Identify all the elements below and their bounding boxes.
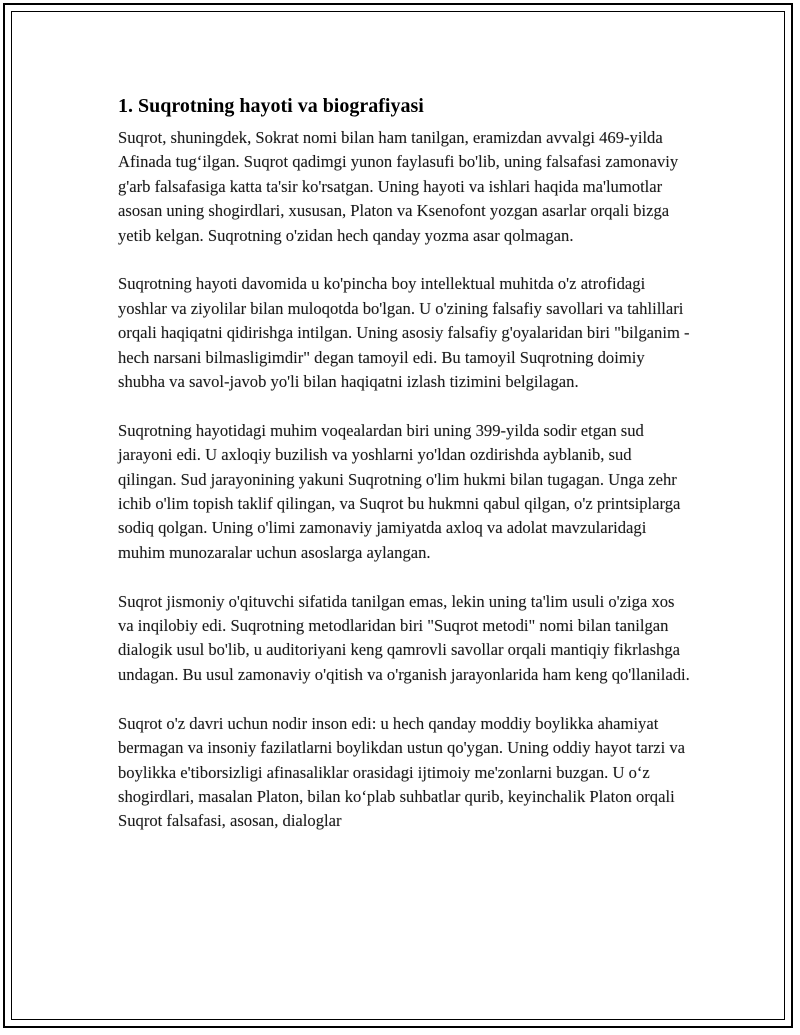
paragraph-4: Suqrot jismoniy o'qituvchi sifatida tanilgan emas, lekin uning ta'lim usuli o'ziga xos va inqilobiy edi. Suqrotning metodlaridan biri "Suqrot metodi" nomi bilan tanilgan dialogik usul bo'lib, u auditoriyani keng qamrovli savollar orqali mantiqiy fikrlashga undagan. Bu usul zamonaviy o'qitish va o'rganish jarayonlarida ham keng qo'llaniladi. bbox=[118, 591, 690, 684]
section-heading: 1. Suqrotning hayoti va biografiyasi bbox=[118, 95, 424, 117]
paragraph-2: Suqrotning hayoti davomida u ko'pincha boy intellektual muhitda o'z atrofidagi yoshlar va ziyolilar bilan muloqotda bo'lgan. U o'zining falsafiy savollari va tahlillari orqali haqiqatni qidirishga intilgan. Uning asosiy falsafiy g'oyalaridan biri "bilganim - hech narsani bilmasligimdir" degan tamoyil edi. Bu tamoyil Suqrotning doimiy shubha va savol-javob yo'li bilan haqiqatni izlash tizimini belgilagan. bbox=[118, 274, 690, 392]
paragraph-3: Suqrotning hayotidagi muhim voqealardan biri uning 399-yilda sodir etgan sud jarayoni edi. U axloqiy buzilish va yoshlarni yo'ldan ozdirishda ayblanib, sud qilingan. Sud jarayonining yakuni Suqrotning o'lim hukmi bilan tugagan. Unga zehr ichib o'lim topish taklif qilingan, va Suqrot bu hukmni qabul qilgan, o'z printsiplarga sodiq qolgan. Uning o'limi zamonaviy jamiyatda axloq va adolat mavzularidagi muhim munozaralar uchun asoslarga aylangan. bbox=[118, 420, 681, 562]
paragraph-5: Suqrot o'z davri uchun nodir inson edi: u hech qanday moddiy boylikka ahamiyat bermagan va insoniy fazilatlarni boylikdan ustun qo'ygan. Uning oddiy hayot tarzi va boylikka e'tiborsizligi afinasaliklar orasidagi ijtimoiy me'zonlarni buzgan. U o‘z shogirdlari, masalan Platon, bilan ko‘plab suhbatlar qurib, keyinchalik Platon orqali Suqrot falsafasi, asosan, dialoglar bbox=[118, 713, 686, 831]
document-body bbox=[118, 92, 690, 858]
paragraph-1: Suqrot, shuningdek, Sokrat nomi bilan ham tanilgan, eramizdan avvalgi 469-yilda Afinada tug‘ilgan. Suqrot qadimgi yunon faylasufi bo'lib, uning falsafasi zamonaviy g'arb falsafasiga katta ta'sir ko'rsatgan. Uning hayoti va ishlari haqida ma'lumotlar asosan uning shogirdlari, xususan, Platon va Ksenofont yozgan asarlar orqali bizga yetib kelgan. Suqrotning o'zidan hech qanday yozma asar qolmagan. bbox=[118, 128, 679, 245]
